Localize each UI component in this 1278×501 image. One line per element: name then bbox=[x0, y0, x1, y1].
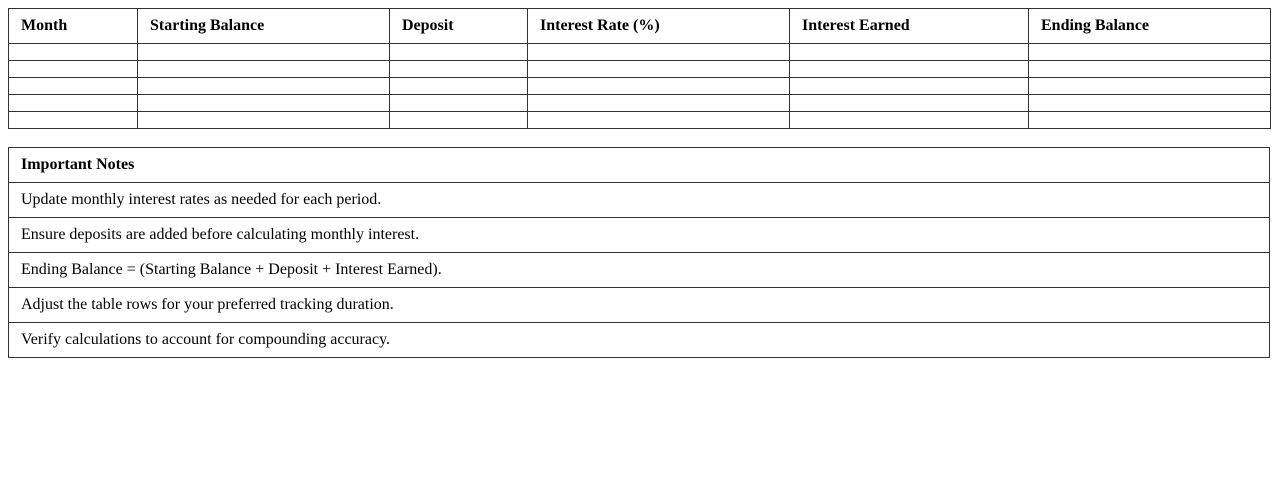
table-cell[interactable] bbox=[528, 112, 790, 129]
table-cell[interactable] bbox=[138, 61, 390, 78]
note-text: Verify calculations to account for compounding accuracy. bbox=[9, 323, 1270, 358]
note-text: Adjust the table rows for your preferred tracking duration. bbox=[9, 288, 1270, 323]
table-cell[interactable] bbox=[9, 44, 138, 61]
table-cell[interactable] bbox=[390, 61, 528, 78]
table-cell[interactable] bbox=[390, 95, 528, 112]
table-cell[interactable] bbox=[790, 78, 1029, 95]
table-cell[interactable] bbox=[790, 44, 1029, 61]
column-header-interest-earned: Interest Earned bbox=[790, 9, 1029, 44]
table-cell[interactable] bbox=[390, 112, 528, 129]
list-item bbox=[9, 183, 1270, 218]
note-text: Ending Balance = (Starting Balance + Deposit + Interest Earned). bbox=[9, 253, 1270, 288]
table-cell[interactable] bbox=[138, 78, 390, 95]
table-cell[interactable] bbox=[1029, 95, 1271, 112]
table-cell[interactable] bbox=[790, 112, 1029, 129]
column-header-month: Month bbox=[9, 9, 138, 44]
table-row bbox=[9, 44, 1271, 61]
table-cell[interactable] bbox=[9, 112, 138, 129]
table-cell[interactable] bbox=[790, 61, 1029, 78]
column-header-starting-balance: Starting Balance bbox=[138, 9, 390, 44]
table-cell[interactable] bbox=[528, 44, 790, 61]
table-cell[interactable] bbox=[9, 61, 138, 78]
table-cell[interactable] bbox=[528, 95, 790, 112]
table-cell[interactable] bbox=[9, 95, 138, 112]
table-row bbox=[9, 78, 1271, 95]
column-header-deposit: Deposit bbox=[390, 9, 528, 44]
table-cell[interactable] bbox=[528, 61, 790, 78]
important-notes-table bbox=[8, 147, 1270, 358]
list-item bbox=[9, 218, 1270, 253]
table-cell[interactable] bbox=[1029, 78, 1271, 95]
note-text: Ensure deposits are added before calculating monthly interest. bbox=[9, 218, 1270, 253]
column-header-ending-balance: Ending Balance bbox=[1029, 9, 1271, 44]
table-cell[interactable] bbox=[138, 112, 390, 129]
table-cell[interactable] bbox=[790, 95, 1029, 112]
table-cell[interactable] bbox=[9, 78, 138, 95]
table-cell[interactable] bbox=[390, 78, 528, 95]
list-item bbox=[9, 253, 1270, 288]
note-text: Update monthly interest rates as needed for each period. bbox=[9, 183, 1270, 218]
document-body bbox=[8, 8, 1270, 358]
table-row bbox=[9, 61, 1271, 78]
table-cell[interactable] bbox=[1029, 61, 1271, 78]
header-row bbox=[9, 9, 1271, 44]
table-cell[interactable] bbox=[1029, 44, 1271, 61]
list-item bbox=[9, 288, 1270, 323]
list-item bbox=[9, 323, 1270, 358]
table-cell[interactable] bbox=[528, 78, 790, 95]
table-row bbox=[9, 112, 1271, 129]
table-cell[interactable] bbox=[138, 95, 390, 112]
column-header-interest-rate: Interest Rate (%) bbox=[528, 9, 790, 44]
notes-title: Important Notes bbox=[9, 148, 1270, 183]
notes-header-row bbox=[9, 148, 1270, 183]
table-cell[interactable] bbox=[138, 44, 390, 61]
table-cell[interactable] bbox=[1029, 112, 1271, 129]
table-row bbox=[9, 95, 1271, 112]
table-cell[interactable] bbox=[390, 44, 528, 61]
interest-tracker-table bbox=[8, 8, 1271, 129]
